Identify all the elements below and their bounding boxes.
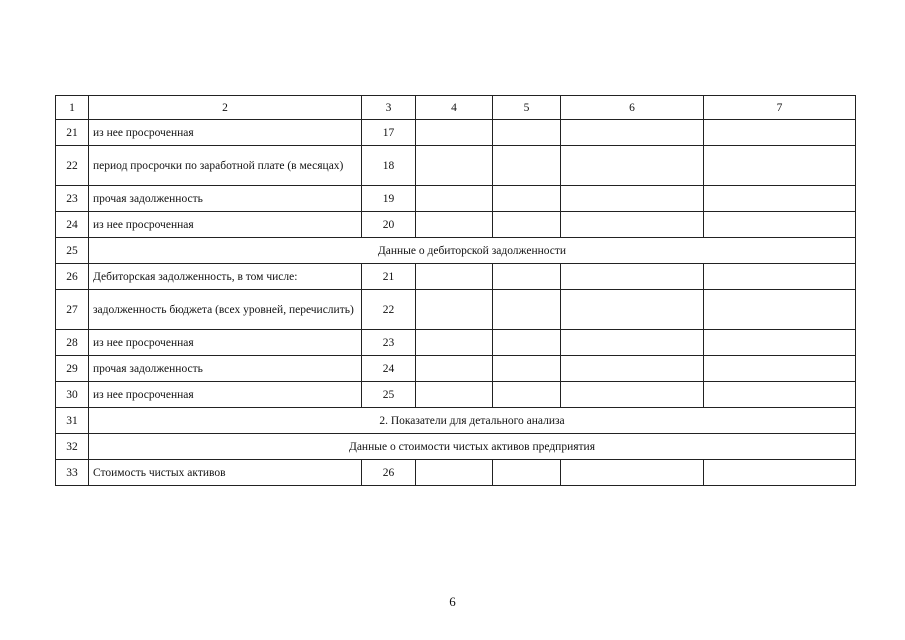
value-cell xyxy=(704,120,856,146)
table-row xyxy=(56,186,856,212)
table-row xyxy=(56,382,856,408)
value-cell xyxy=(493,382,561,408)
indicator-name: из нее просроченная xyxy=(89,330,362,356)
table-row xyxy=(56,290,856,330)
value-cell xyxy=(416,264,493,290)
indicator-name: Стоимость чистых активов xyxy=(89,460,362,486)
indicator-table xyxy=(55,95,856,486)
value-cell xyxy=(561,212,704,238)
line-code: 19 xyxy=(362,186,416,212)
section-row xyxy=(56,238,856,264)
row-number: 23 xyxy=(56,186,89,212)
value-cell xyxy=(416,460,493,486)
value-cell xyxy=(493,290,561,330)
value-cell xyxy=(416,120,493,146)
line-code: 21 xyxy=(362,264,416,290)
value-cell xyxy=(561,460,704,486)
value-cell xyxy=(493,460,561,486)
line-code: 18 xyxy=(362,146,416,186)
row-number: 22 xyxy=(56,146,89,186)
value-cell xyxy=(704,290,856,330)
value-cell xyxy=(561,120,704,146)
value-cell xyxy=(493,186,561,212)
value-cell xyxy=(416,186,493,212)
indicator-name: из нее просроченная xyxy=(89,120,362,146)
section-row xyxy=(56,434,856,460)
indicator-table-container xyxy=(55,95,855,486)
value-cell xyxy=(416,330,493,356)
value-cell xyxy=(561,356,704,382)
row-number: 33 xyxy=(56,460,89,486)
section-row xyxy=(56,408,856,434)
page-number: 6 xyxy=(449,594,456,609)
row-number: 28 xyxy=(56,330,89,356)
header-cell: 3 xyxy=(362,96,416,120)
value-cell xyxy=(704,186,856,212)
indicator-name: прочая задолженность xyxy=(89,356,362,382)
table-row xyxy=(56,460,856,486)
value-cell xyxy=(704,382,856,408)
value-cell xyxy=(416,146,493,186)
table-row xyxy=(56,356,856,382)
header-cell: 1 xyxy=(56,96,89,120)
value-cell xyxy=(704,330,856,356)
value-cell xyxy=(416,290,493,330)
value-cell xyxy=(416,382,493,408)
value-cell xyxy=(493,356,561,382)
value-cell xyxy=(561,146,704,186)
row-number: 27 xyxy=(56,290,89,330)
table-body xyxy=(56,96,856,486)
line-code: 20 xyxy=(362,212,416,238)
indicator-name: период просрочки по заработной плате (в месяцах) xyxy=(89,146,362,186)
header-row xyxy=(56,96,856,120)
table-row xyxy=(56,330,856,356)
header-cell: 6 xyxy=(561,96,704,120)
row-number: 26 xyxy=(56,264,89,290)
value-cell xyxy=(493,330,561,356)
indicator-name: из нее просроченная xyxy=(89,212,362,238)
row-number: 29 xyxy=(56,356,89,382)
section-heading: Данные о стоимости чистых активов предприятия xyxy=(89,434,856,460)
value-cell xyxy=(493,120,561,146)
value-cell xyxy=(561,330,704,356)
value-cell xyxy=(561,382,704,408)
value-cell xyxy=(704,264,856,290)
line-code: 25 xyxy=(362,382,416,408)
value-cell xyxy=(704,146,856,186)
row-number: 32 xyxy=(56,434,89,460)
value-cell xyxy=(704,356,856,382)
header-cell: 2 xyxy=(89,96,362,120)
row-number: 25 xyxy=(56,238,89,264)
value-cell xyxy=(416,356,493,382)
table-row xyxy=(56,264,856,290)
indicator-name: прочая задолженность xyxy=(89,186,362,212)
value-cell xyxy=(704,212,856,238)
row-number: 21 xyxy=(56,120,89,146)
table-row xyxy=(56,146,856,186)
line-code: 26 xyxy=(362,460,416,486)
value-cell xyxy=(561,264,704,290)
value-cell xyxy=(704,460,856,486)
line-code: 24 xyxy=(362,356,416,382)
line-code: 17 xyxy=(362,120,416,146)
header-cell: 7 xyxy=(704,96,856,120)
value-cell xyxy=(561,290,704,330)
indicator-name: задолженность бюджета (всех уровней, перечислить) xyxy=(89,290,362,330)
value-cell xyxy=(416,212,493,238)
line-code: 23 xyxy=(362,330,416,356)
section-heading: Данные о дебиторской задолженности xyxy=(89,238,856,264)
indicator-name: Дебиторская задолженность, в том числе: xyxy=(89,264,362,290)
indicator-name: из нее просроченная xyxy=(89,382,362,408)
header-cell: 4 xyxy=(416,96,493,120)
table-row xyxy=(56,212,856,238)
section-heading: 2. Показатели для детального анализа xyxy=(89,408,856,434)
header-cell: 5 xyxy=(493,96,561,120)
value-cell xyxy=(493,264,561,290)
value-cell xyxy=(561,186,704,212)
row-number: 30 xyxy=(56,382,89,408)
row-number: 24 xyxy=(56,212,89,238)
row-number: 31 xyxy=(56,408,89,434)
line-code: 22 xyxy=(362,290,416,330)
value-cell xyxy=(493,212,561,238)
value-cell xyxy=(493,146,561,186)
table-row xyxy=(56,120,856,146)
